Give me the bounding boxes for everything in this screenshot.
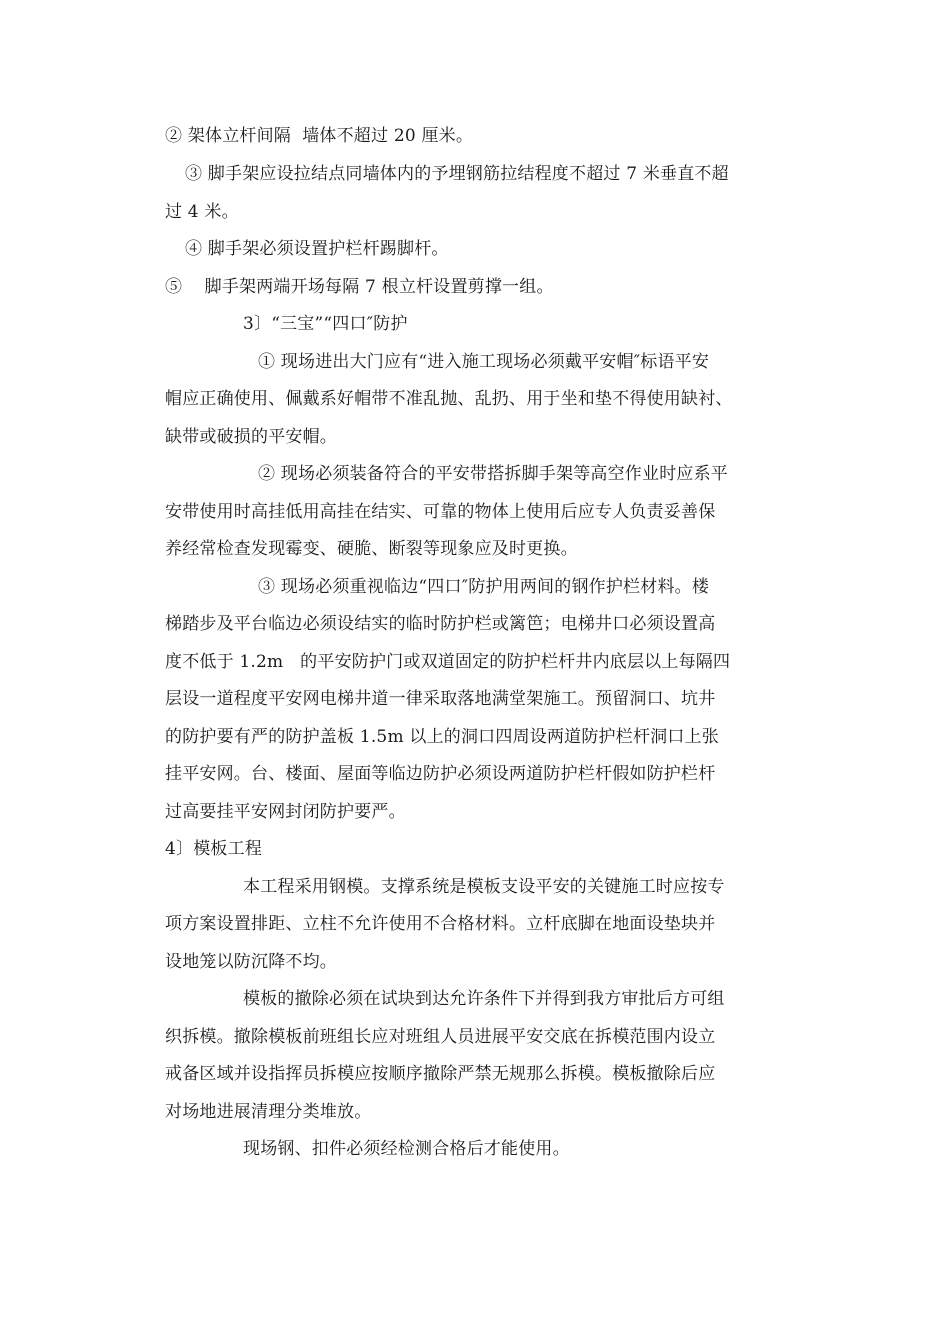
text-line: 过 4 米。	[165, 202, 239, 222]
text-line: 的防护要有严的防护盖板 1.5m 以上的洞口四周设两道防护栏杆洞口上张	[165, 727, 719, 747]
section-heading: 3〕“三宝”“四口″防护	[243, 314, 408, 334]
text-line: 度不低于 1.2m 的平安防护门或双道固定的防护栏杆井内底层以上每隔四	[165, 652, 731, 672]
text-line: 项方案设置排距、立柱不允许使用不合格材料。立杆底脚在地面设垫块并	[165, 914, 716, 934]
text-line: 缺带或破损的平安帽。	[165, 427, 337, 447]
text-line: 层设一道程度平安网电梯井道一律采取落地满堂架施工。预留洞口、坑井	[165, 689, 716, 709]
text-line: 戒备区域并设指挥员拆模应按顺序撤除严禁无规那么拆模。模板撤除后应	[165, 1064, 716, 1084]
text-line: 帽应正确使用、佩戴系好帽带不准乱抛、乱扔、用于坐和垫不得使用缺衬、	[165, 389, 733, 409]
text-line: 本工程采用钢模。支撑系统是模板支设平安的关键施工时应按专	[243, 877, 725, 897]
section-heading: 4〕模板工程	[165, 839, 263, 859]
text-line: ④ 脚手架必须设置护栏杆踢脚杆。	[185, 239, 449, 259]
text-line: 挂平安网。台、楼面、屋面等临边防护必须设两道防护栏杆假如防护栏杆	[165, 764, 716, 784]
text-line: 养经常检查发现霉变、硬脆、断裂等现象应及时更换。	[165, 539, 578, 559]
text-line: ③ 脚手架应设拉结点同墙体内的予埋钢筋拉结程度不超过 7 米垂直不超	[185, 164, 729, 184]
text-line: 现场钢、扣件必须经检测合格后才能使用。	[243, 1139, 570, 1159]
text-line: 设地笼以防沉降不均。	[165, 952, 337, 972]
text-line: 过高要挂平安网封闭防护要严。	[165, 802, 406, 822]
text-line: ① 现场进出大门应有“进入施工现场必须戴平安帽″标语平安	[258, 352, 710, 372]
text-line: 安带使用时高挂低用高挂在结实、可靠的物体上使用后应专人负责妥善保	[165, 502, 716, 522]
text-line: ③ 现场必须重视临边“四口″防护用两间的钢作护栏材料。楼	[258, 577, 710, 597]
text-line: 对场地进展清理分类堆放。	[165, 1102, 372, 1122]
text-line: ② 现场必须装备符合的平安带搭拆脚手架等高空作业时应系平	[258, 464, 729, 484]
text-line: 梯踏步及平台临边必须设结实的临时防护栏或篱笆；电梯井口必须设置高	[165, 614, 716, 634]
text-line: 模板的撤除必须在试块到达允许条件下并得到我方审批后方可组	[243, 989, 725, 1009]
text-line: ⑤ 脚手架两端开场每隔 7 根立杆设置剪撑一组。	[165, 277, 554, 297]
text-line: 织拆模。撤除模板前班组长应对班组人员进展平安交底在拆模范围内设立	[165, 1027, 716, 1047]
text-line: ② 架体立杆间隔 墙体不超过 20 厘米。	[165, 126, 474, 146]
